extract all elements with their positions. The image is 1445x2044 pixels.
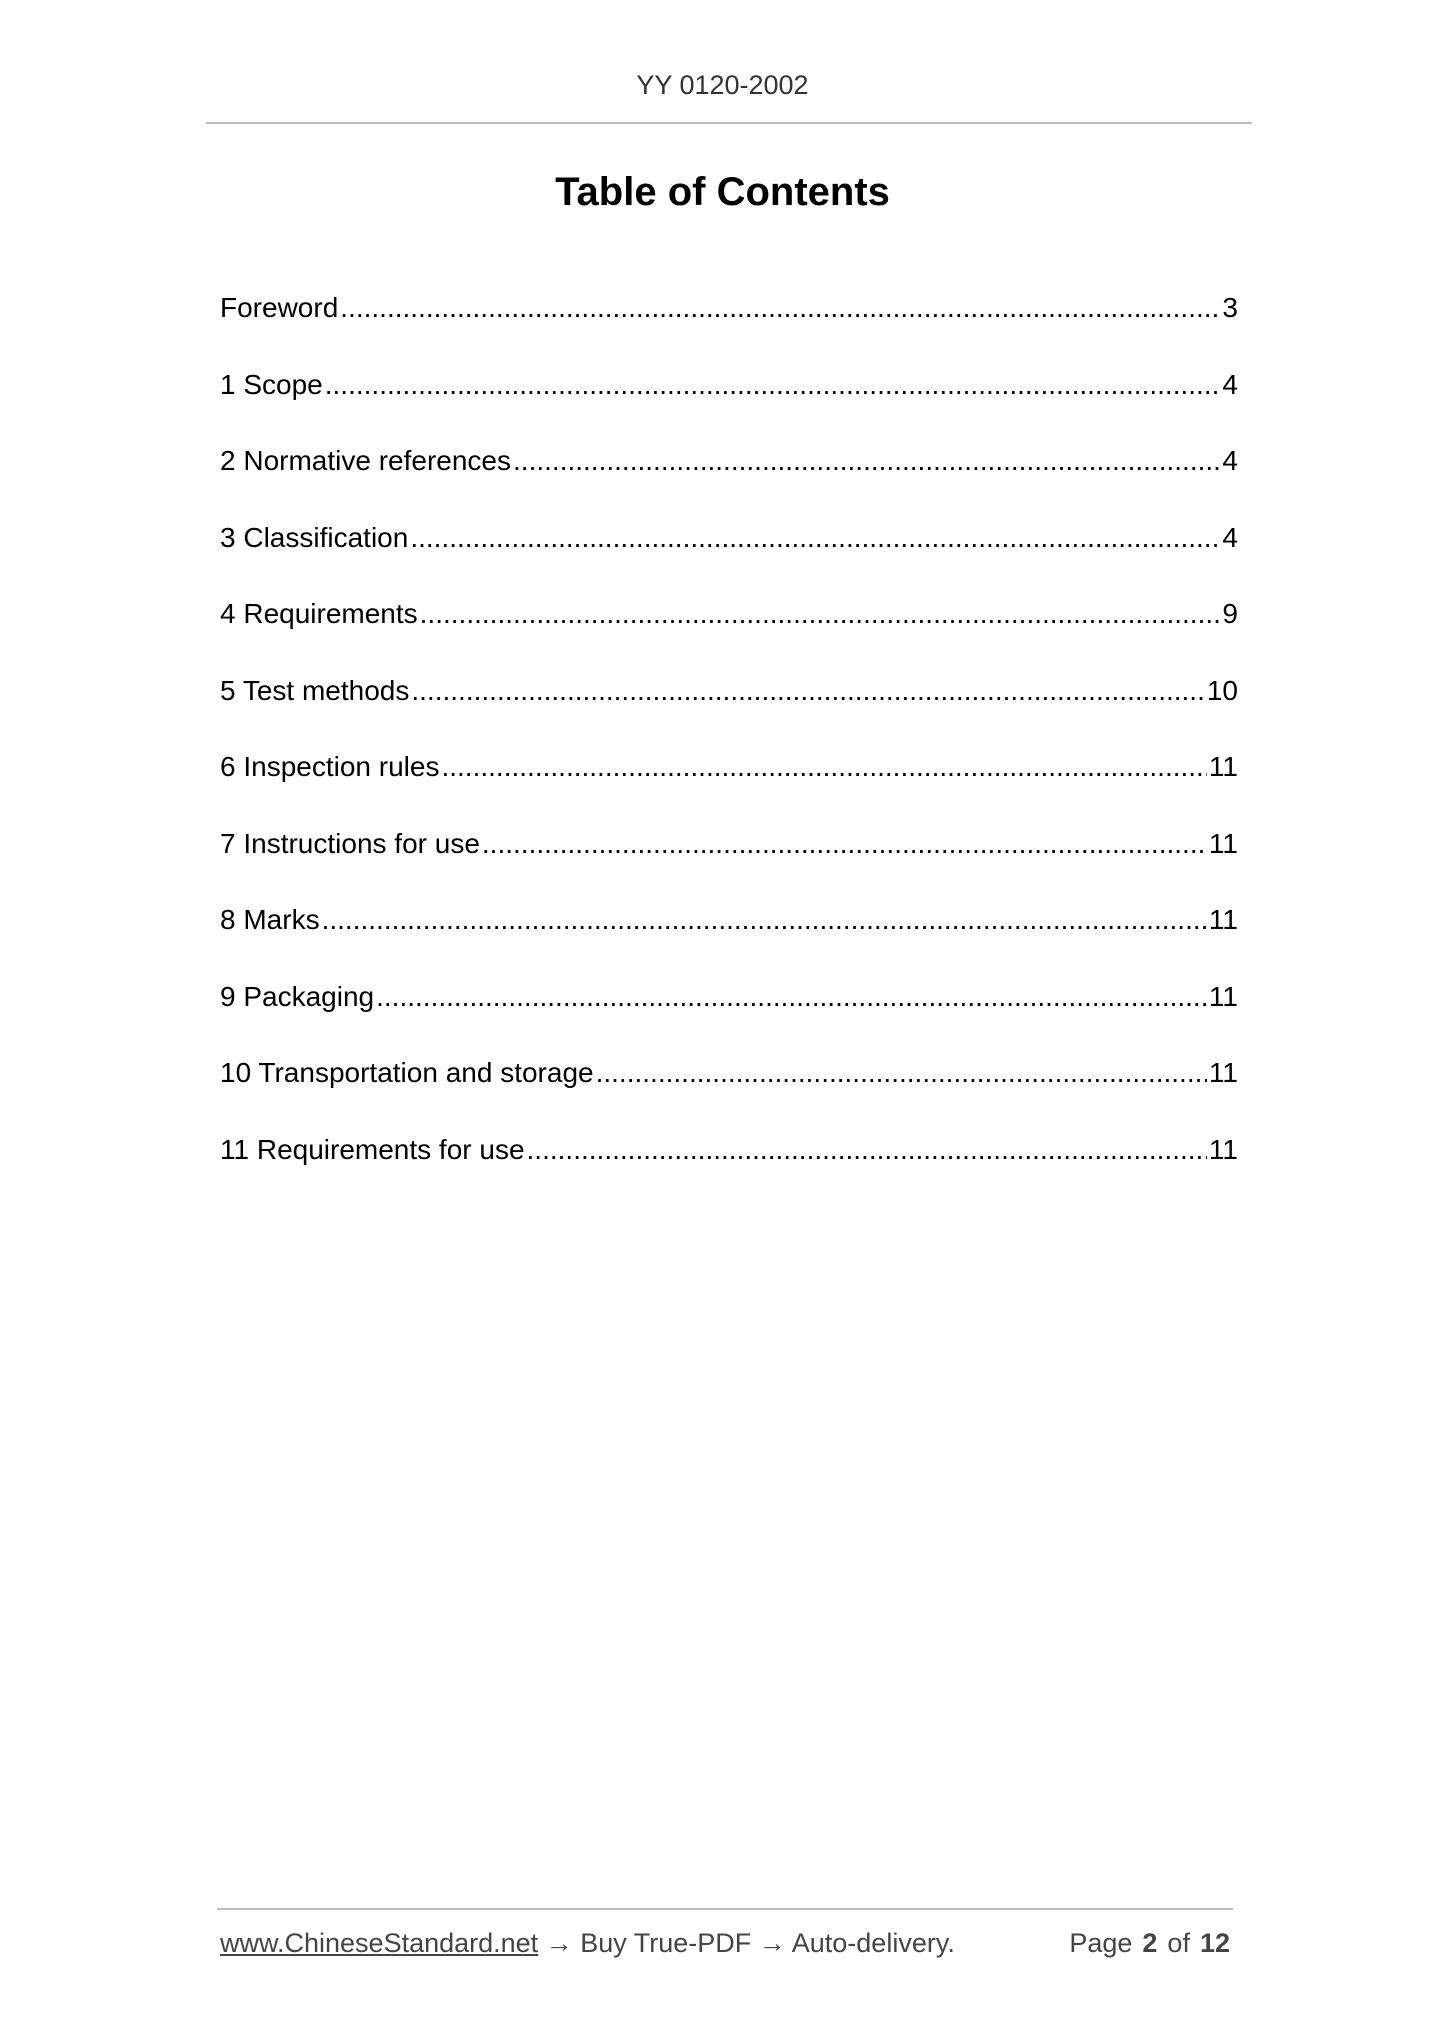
- toc-dot-leader: [322, 900, 1207, 940]
- website-link[interactable]: www.ChineseStandard.net: [220, 1928, 539, 1958]
- toc-entry-label: 7 Instructions for use: [220, 827, 480, 859]
- toc-entry-label: 6 Inspection rules: [220, 751, 440, 782]
- toc-entry[interactable]: [220, 518, 1238, 595]
- footer-promo-text: → Buy True-PDF → Auto-delivery.: [545, 1928, 955, 1958]
- toc-entry-label: 1 Scope: [220, 368, 323, 400]
- toc-entry-page: 11: [1208, 980, 1238, 1012]
- toc-dot-leader: [410, 518, 1220, 558]
- toc-entry-label: 11 Requirements for use: [220, 1133, 525, 1165]
- page-footer: [220, 1928, 1230, 1959]
- table-of-contents: [220, 288, 1238, 1206]
- footer-promo: [220, 1928, 955, 1959]
- toc-dot-leader: [340, 288, 1220, 328]
- toc-entry-label: 10 Transportation and storage: [220, 1057, 594, 1088]
- toc-entry-page: 3: [1222, 292, 1238, 323]
- toc-dot-leader: [376, 977, 1207, 1017]
- toc-entry-label: 8 Marks: [220, 904, 320, 935]
- toc-dot-leader: [513, 441, 1220, 481]
- page-title: Table of Contents: [555, 170, 890, 214]
- toc-entry-label: 4 Requirements: [220, 598, 418, 629]
- footer-divider: [217, 1908, 1233, 1910]
- toc-dot-leader: [527, 1130, 1207, 1170]
- page-indicator: [1069, 1928, 1230, 1959]
- toc-entry[interactable]: [220, 900, 1238, 977]
- toc-entry[interactable]: [220, 1053, 1238, 1130]
- toc-entry-page: 9: [1222, 598, 1238, 629]
- toc-entry-page: 4: [1222, 445, 1238, 476]
- of-word: of: [1167, 1928, 1190, 1958]
- toc-dot-leader: [411, 671, 1204, 711]
- toc-entry-page: 4: [1222, 521, 1238, 553]
- toc-entry-label: 2 Normative references: [220, 445, 512, 476]
- toc-dot-leader: [441, 747, 1206, 787]
- toc-entry[interactable]: [220, 288, 1238, 365]
- toc-entry-page: 11: [1208, 1133, 1238, 1165]
- header-divider: [206, 122, 1252, 124]
- toc-entry-page: 11: [1208, 904, 1238, 935]
- toc-entry-page: 11: [1208, 827, 1238, 859]
- current-page-number: 2: [1142, 1928, 1158, 1958]
- toc-entry-page: 11: [1208, 1057, 1238, 1088]
- toc-entry[interactable]: [220, 824, 1238, 901]
- toc-entry[interactable]: [220, 594, 1238, 671]
- total-page-count: 12: [1199, 1928, 1230, 1958]
- toc-entry-label: 9 Packaging: [220, 980, 375, 1012]
- toc-entry-label: 3 Classification: [220, 521, 409, 553]
- toc-entry-label: 5 Test methods: [220, 674, 410, 706]
- toc-dot-leader: [420, 594, 1221, 634]
- toc-entry[interactable]: [220, 1130, 1238, 1207]
- toc-entry[interactable]: [220, 441, 1238, 518]
- toc-entry[interactable]: [220, 365, 1238, 442]
- toc-entry[interactable]: [220, 977, 1238, 1054]
- page-word: Page: [1069, 1928, 1133, 1958]
- toc-dot-leader: [596, 1053, 1207, 1093]
- toc-entry[interactable]: [220, 671, 1238, 748]
- document-id-header: YY 0120-2002: [636, 70, 809, 100]
- toc-entry-label: Foreword: [220, 292, 339, 323]
- toc-entry[interactable]: [220, 747, 1238, 824]
- toc-entry-page: 11: [1208, 751, 1238, 782]
- toc-entry-page: 4: [1222, 368, 1238, 400]
- toc-entry-page: 10: [1206, 674, 1238, 706]
- toc-dot-leader: [325, 365, 1221, 405]
- toc-dot-leader: [482, 824, 1207, 864]
